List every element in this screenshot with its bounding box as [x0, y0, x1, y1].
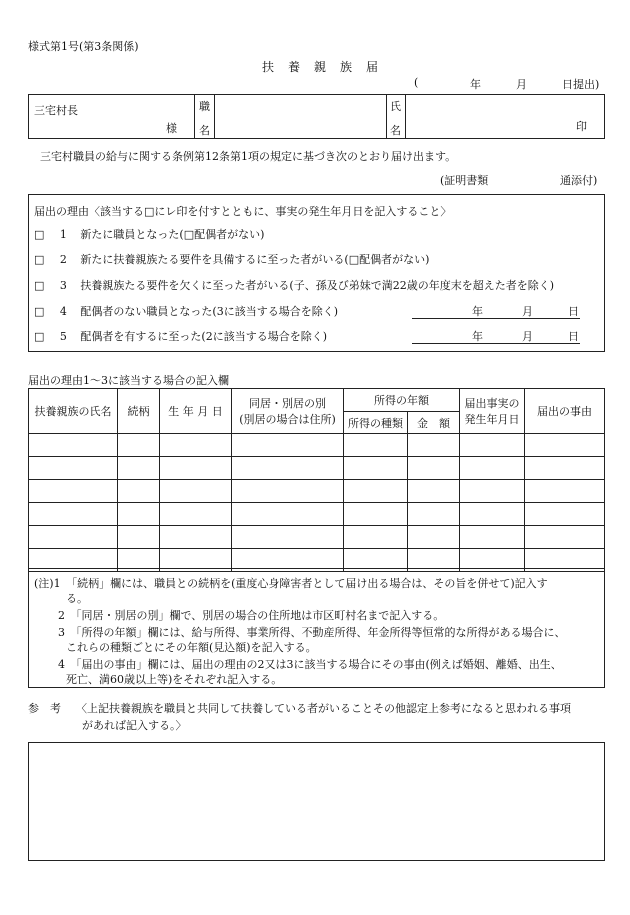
reason-text-1: 新たに職員となった(□配偶者がない): [80, 228, 265, 241]
job-title-field[interactable]: [216, 96, 384, 138]
table-cell[interactable]: [460, 434, 525, 457]
table-cell[interactable]: [160, 503, 232, 526]
note-2: 2 「同居・別居の別」欄で、別居の場合の住所地は市区町村名まで記入する。: [58, 609, 445, 622]
col-header-occur-line1: 届出事実の: [464, 397, 520, 410]
dependents-table: [28, 388, 605, 572]
reference-field[interactable]: [28, 742, 605, 861]
col-header-living-line1: 同居・別居の別: [249, 397, 326, 410]
table-cell[interactable]: [525, 457, 605, 480]
col-header-occur-line2: 発生年月日: [464, 413, 520, 426]
intro-text: 三宅村職員の給与に関する条例第12条第1項の規定に基づき次のとおり届け出ます。: [40, 150, 457, 163]
table-cell[interactable]: [344, 434, 408, 457]
note-1a: (注)1 「続柄」欄には、職員との続柄を(重度心身障害者として届け出る場合は、その旨を併せて)記入す: [34, 577, 548, 590]
checkbox-2[interactable]: □: [34, 253, 45, 266]
table-cell[interactable]: [344, 480, 408, 503]
table-cell[interactable]: [118, 457, 160, 480]
reason-num-4: 4: [59, 305, 67, 318]
table-cell[interactable]: [160, 457, 232, 480]
shoku-label: 職: [199, 100, 210, 113]
table-cell[interactable]: [525, 526, 605, 549]
reference-text-2: があれば記入する。〉: [82, 719, 187, 732]
cert-label: (証明書類: [440, 174, 489, 187]
reason5-date-line[interactable]: [412, 343, 580, 344]
table-cell[interactable]: [525, 503, 605, 526]
col-header-amount: 金 額: [408, 412, 460, 434]
table-cell[interactable]: [232, 480, 344, 503]
table-cell[interactable]: [344, 503, 408, 526]
reason-item-5[interactable]: [34, 328, 327, 344]
cert-suffix: 通添付): [560, 174, 598, 187]
col-header-reason: 届出の事由: [525, 389, 605, 434]
table-row: [29, 480, 605, 503]
reason5-month: 月: [522, 330, 533, 343]
table-cell[interactable]: [460, 526, 525, 549]
date-paren-open: (: [414, 76, 419, 89]
table-cell[interactable]: [408, 457, 460, 480]
table-cell[interactable]: [118, 480, 160, 503]
table-row: [29, 503, 605, 526]
reason5-year: 年: [472, 330, 483, 343]
table-cell[interactable]: [525, 434, 605, 457]
sama-label: 様: [166, 122, 177, 135]
table-cell[interactable]: [460, 457, 525, 480]
checkbox-4[interactable]: □: [34, 305, 45, 318]
shimei-mei-label: 名: [390, 124, 401, 137]
table-cell[interactable]: [232, 526, 344, 549]
table-cell[interactable]: [160, 434, 232, 457]
form-title: 扶 養 親 族 届: [262, 60, 380, 74]
reason-text-4: 配偶者のない職員となった(3に該当する場合を除く): [80, 305, 338, 318]
reason-item-1[interactable]: [34, 226, 264, 242]
table-cell[interactable]: [29, 434, 118, 457]
table-cell[interactable]: [460, 480, 525, 503]
date-submit-label: 日提出): [562, 78, 600, 91]
note-1b: る。: [66, 592, 88, 605]
table-cell[interactable]: [408, 526, 460, 549]
col-header-name: 扶養親族の氏名: [29, 389, 118, 434]
reason4-day: 日: [568, 305, 579, 318]
reference-label: 参 考: [28, 702, 61, 715]
note-3a: 3 「所得の年額」欄には、給与所得、事業所得、不動産所得、年金所得等恒常的な所得がある場合に、: [58, 626, 566, 639]
table-cell[interactable]: [232, 457, 344, 480]
table-cell[interactable]: [344, 457, 408, 480]
reason-num-3: 3: [59, 279, 67, 292]
note-4b: 死亡、満60歳以上等)をそれぞれ記入する。: [66, 673, 283, 686]
checkbox-3[interactable]: □: [34, 279, 45, 292]
col-header-living: [232, 389, 344, 434]
reason5-day: 日: [568, 330, 579, 343]
table-cell[interactable]: [525, 480, 605, 503]
reference-text-1: 〈上記扶養親族を職員と共同して扶養している者がいることその他認定上参考になると思われる事項: [76, 702, 571, 715]
table-cell[interactable]: [160, 480, 232, 503]
col-header-income-type: 所得の種類: [344, 412, 408, 434]
reason4-date-line[interactable]: [412, 318, 580, 319]
table-cell[interactable]: [29, 457, 118, 480]
col-header-relation: 続柄: [118, 389, 160, 434]
reason-text-2: 新たに扶養親族たる要件を具備するに至った者がいる(□配偶者がない): [80, 253, 430, 266]
note-3b: これらの種類ごとにその年額(見込額)を記入する。: [66, 641, 317, 654]
table-row: [29, 526, 605, 549]
reason-num-5: 5: [59, 330, 67, 343]
seal-label: 印: [576, 120, 587, 133]
col-header-living-line2: (別居の場合は住所): [239, 413, 336, 426]
table-cell[interactable]: [118, 503, 160, 526]
table-row: [29, 434, 605, 457]
col-header-occur: [460, 389, 525, 434]
table-cell[interactable]: [118, 434, 160, 457]
reason-num-1: 1: [59, 228, 67, 241]
reason-text-5: 配偶者を有するに至った(2に該当する場合を除く): [80, 330, 327, 343]
form-style-label: 様式第1号(第3条関係): [28, 40, 139, 53]
shoku-mei-label: 名: [199, 124, 210, 137]
table-cell[interactable]: [118, 526, 160, 549]
reason-item-3[interactable]: [34, 277, 554, 293]
table-cell[interactable]: [232, 503, 344, 526]
table-cell[interactable]: [29, 503, 118, 526]
note-4a: 4 「届出の事由」欄には、届出の理由の2又は3に該当する場合にその事由(例えば婚姻、離婚、出生、: [58, 658, 562, 671]
name-field[interactable]: [407, 96, 567, 138]
table-cell[interactable]: [408, 503, 460, 526]
checkbox-1[interactable]: □: [34, 228, 45, 241]
reason-text-3: 扶養親族たる要件を欠くに至った者がいる(子、孫及び弟妹で満22歳の年度末を超えた者を除く): [80, 279, 554, 292]
table-cell[interactable]: [29, 480, 118, 503]
reasons-heading: 届出の理由〈該当する□にレ印を付すとともに、事実の発生年月日を記入すること〉: [34, 205, 452, 218]
reason4-month: 月: [522, 305, 533, 318]
table-row: [29, 457, 605, 480]
recipient-label: 三宅村長: [34, 104, 78, 117]
table-cell[interactable]: [160, 526, 232, 549]
reason-num-2: 2: [59, 253, 67, 266]
reason-item-4[interactable]: [34, 303, 338, 319]
col-header-income: 所得の年額: [344, 389, 460, 412]
entry-section-label: 届出の理由1～3に該当する場合の記入欄: [28, 374, 229, 387]
reason-item-2[interactable]: [34, 251, 429, 267]
date-month-label: 月: [516, 78, 527, 91]
reason4-year: 年: [472, 305, 483, 318]
shi-label: 氏: [390, 100, 401, 113]
table-cell[interactable]: [344, 526, 408, 549]
table-cell[interactable]: [460, 503, 525, 526]
checkbox-5[interactable]: □: [34, 330, 45, 343]
table-cell[interactable]: [29, 526, 118, 549]
table-cell[interactable]: [232, 434, 344, 457]
col-header-birth: 生 年 月 日: [160, 389, 232, 434]
table-cell[interactable]: [408, 434, 460, 457]
date-year-label: 年: [470, 78, 481, 91]
table-cell[interactable]: [408, 480, 460, 503]
